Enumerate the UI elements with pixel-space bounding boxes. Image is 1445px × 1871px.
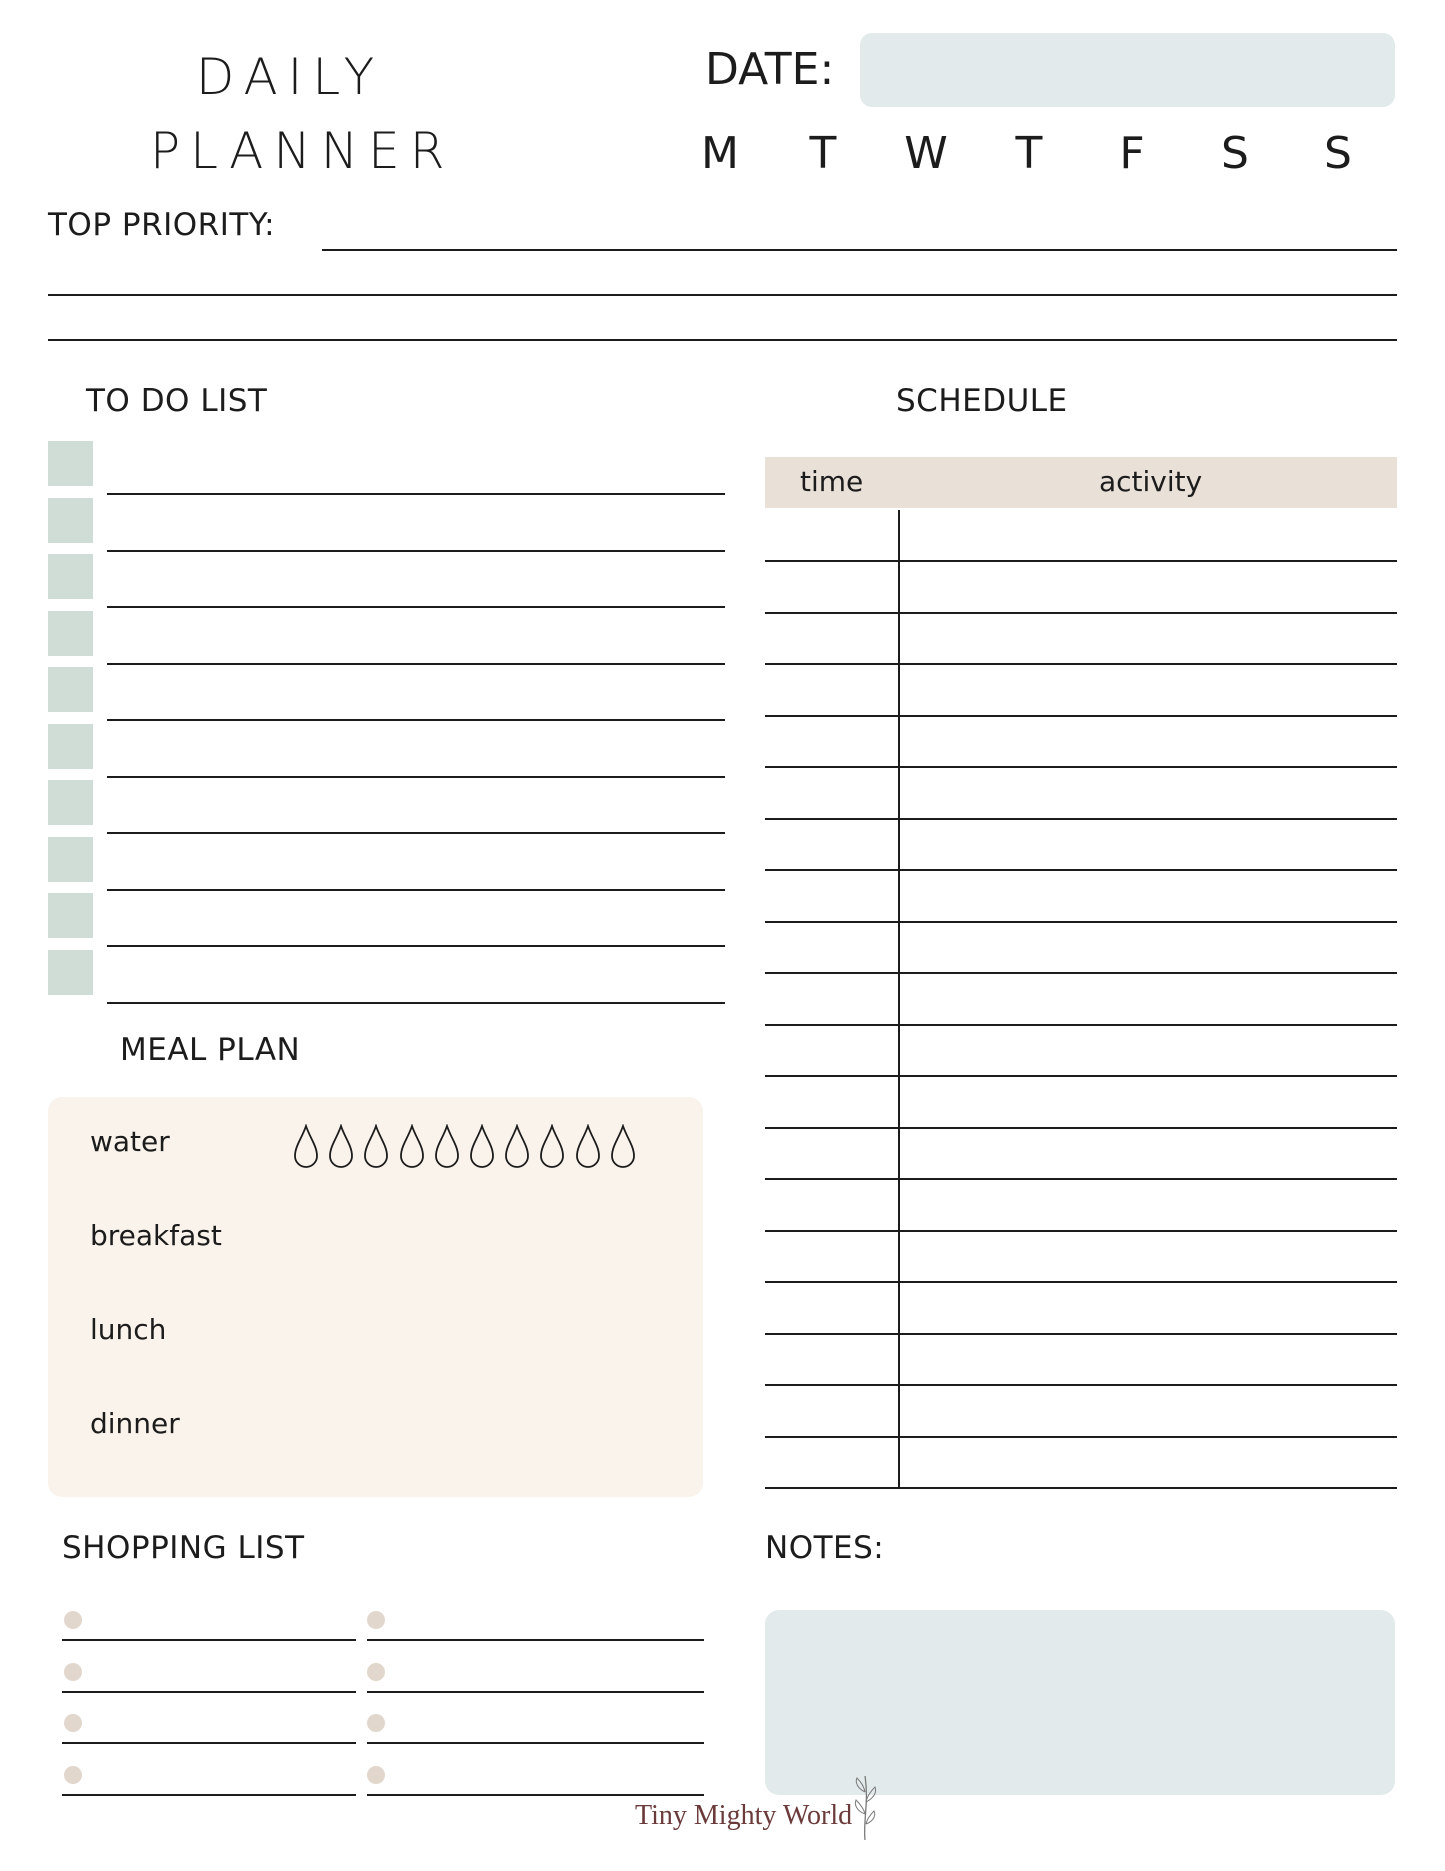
- schedule-row-line[interactable]: [765, 663, 1397, 665]
- shopping-title: SHOPPING LIST: [62, 1530, 305, 1566]
- schedule-title: SCHEDULE: [896, 383, 1068, 419]
- todo-line[interactable]: [107, 1002, 725, 1004]
- water-drop-icon[interactable]: [468, 1124, 496, 1170]
- date-label: DATE:: [705, 44, 835, 95]
- schedule-row-line[interactable]: [765, 1127, 1397, 1129]
- weekday-6[interactable]: S: [1324, 128, 1352, 179]
- weekday-3[interactable]: T: [1015, 128, 1043, 179]
- todo-checkbox[interactable]: [48, 893, 93, 938]
- meal-lunch[interactable]: lunch: [90, 1313, 167, 1346]
- shopping-bullet: [367, 1663, 385, 1681]
- todo-checkbox[interactable]: [48, 780, 93, 825]
- schedule-row-line[interactable]: [765, 560, 1397, 562]
- todo-line[interactable]: [107, 719, 725, 721]
- todo-line[interactable]: [107, 945, 725, 947]
- schedule-row-line[interactable]: [765, 1281, 1397, 1283]
- todo-checkbox[interactable]: [48, 837, 93, 882]
- weekday-1[interactable]: T: [809, 128, 837, 179]
- schedule-row-line[interactable]: [765, 921, 1397, 923]
- shopping-line[interactable]: [62, 1691, 356, 1693]
- water-drop-icon[interactable]: [362, 1124, 390, 1170]
- weekday-2[interactable]: W: [904, 128, 948, 179]
- water-label: water: [90, 1125, 170, 1158]
- water-drop-icon[interactable]: [538, 1124, 566, 1170]
- water-drop-icon[interactable]: [433, 1124, 461, 1170]
- shopping-line[interactable]: [62, 1639, 356, 1641]
- todo-line[interactable]: [107, 889, 725, 891]
- todo-checkbox[interactable]: [48, 724, 93, 769]
- schedule-row-line[interactable]: [765, 818, 1397, 820]
- schedule-row-line[interactable]: [765, 612, 1397, 614]
- todo-checkbox[interactable]: [48, 554, 93, 599]
- todo-line[interactable]: [107, 776, 725, 778]
- shopping-line[interactable]: [367, 1639, 704, 1641]
- shopping-bullet: [64, 1766, 82, 1784]
- schedule-row-line[interactable]: [765, 1024, 1397, 1026]
- todo-checkbox[interactable]: [48, 667, 93, 712]
- shopping-bullet: [64, 1611, 82, 1629]
- todo-title: TO DO LIST: [86, 383, 268, 419]
- schedule-row-line[interactable]: [765, 766, 1397, 768]
- shopping-bullet: [367, 1611, 385, 1629]
- title-planner: PLANNER: [150, 122, 455, 180]
- todo-line[interactable]: [107, 606, 725, 608]
- notes-box[interactable]: [765, 1610, 1395, 1795]
- meal-plan-title: MEAL PLAN: [120, 1032, 301, 1068]
- shopping-bullet: [367, 1714, 385, 1732]
- top-priority-line-1[interactable]: [322, 249, 1397, 251]
- water-drop-icon[interactable]: [327, 1124, 355, 1170]
- water-drop-icon[interactable]: [398, 1124, 426, 1170]
- shopping-bullet: [64, 1714, 82, 1732]
- todo-checkbox[interactable]: [48, 611, 93, 656]
- todo-checkbox[interactable]: [48, 498, 93, 543]
- shopping-line[interactable]: [367, 1742, 704, 1744]
- todo-line[interactable]: [107, 493, 725, 495]
- schedule-col-time: time: [800, 465, 864, 498]
- brand-name: Tiny Mighty World: [635, 1800, 853, 1831]
- top-priority-line-2[interactable]: [48, 294, 1397, 296]
- schedule-col-activity: activity: [1099, 465, 1203, 498]
- schedule-row-line[interactable]: [765, 1487, 1397, 1489]
- schedule-row-line[interactable]: [765, 1333, 1397, 1335]
- water-drop-icon[interactable]: [292, 1124, 320, 1170]
- schedule-row-line[interactable]: [765, 1436, 1397, 1438]
- water-drop-icon[interactable]: [609, 1124, 637, 1170]
- weekday-4[interactable]: F: [1119, 128, 1145, 179]
- meal-dinner[interactable]: dinner: [90, 1407, 180, 1440]
- weekday-5[interactable]: S: [1221, 128, 1249, 179]
- schedule-divider: [898, 510, 900, 1488]
- shopping-line[interactable]: [62, 1794, 356, 1796]
- schedule-row-line[interactable]: [765, 869, 1397, 871]
- water-drop-icon[interactable]: [503, 1124, 531, 1170]
- meal-breakfast[interactable]: breakfast: [90, 1219, 222, 1252]
- schedule-row-line[interactable]: [765, 715, 1397, 717]
- todo-line[interactable]: [107, 663, 725, 665]
- weekday-0[interactable]: M: [701, 128, 739, 179]
- schedule-row-line[interactable]: [765, 1230, 1397, 1232]
- todo-line[interactable]: [107, 832, 725, 834]
- schedule-row-line[interactable]: [765, 1075, 1397, 1077]
- schedule-row-line[interactable]: [765, 1178, 1397, 1180]
- date-input[interactable]: [860, 33, 1395, 107]
- shopping-line[interactable]: [367, 1794, 704, 1796]
- title-daily: DAILY: [195, 48, 385, 106]
- top-priority-line-3[interactable]: [48, 339, 1397, 341]
- shopping-line[interactable]: [367, 1691, 704, 1693]
- shopping-bullet: [367, 1766, 385, 1784]
- sprig-icon: [845, 1772, 885, 1842]
- shopping-bullet: [64, 1663, 82, 1681]
- notes-title: NOTES:: [765, 1530, 885, 1566]
- schedule-row-line[interactable]: [765, 1384, 1397, 1386]
- todo-checkbox[interactable]: [48, 950, 93, 995]
- shopping-line[interactable]: [62, 1742, 356, 1744]
- schedule-row-line[interactable]: [765, 972, 1397, 974]
- water-drop-icon[interactable]: [574, 1124, 602, 1170]
- todo-checkbox[interactable]: [48, 441, 93, 486]
- todo-line[interactable]: [107, 550, 725, 552]
- top-priority-label: TOP PRIORITY:: [48, 207, 276, 243]
